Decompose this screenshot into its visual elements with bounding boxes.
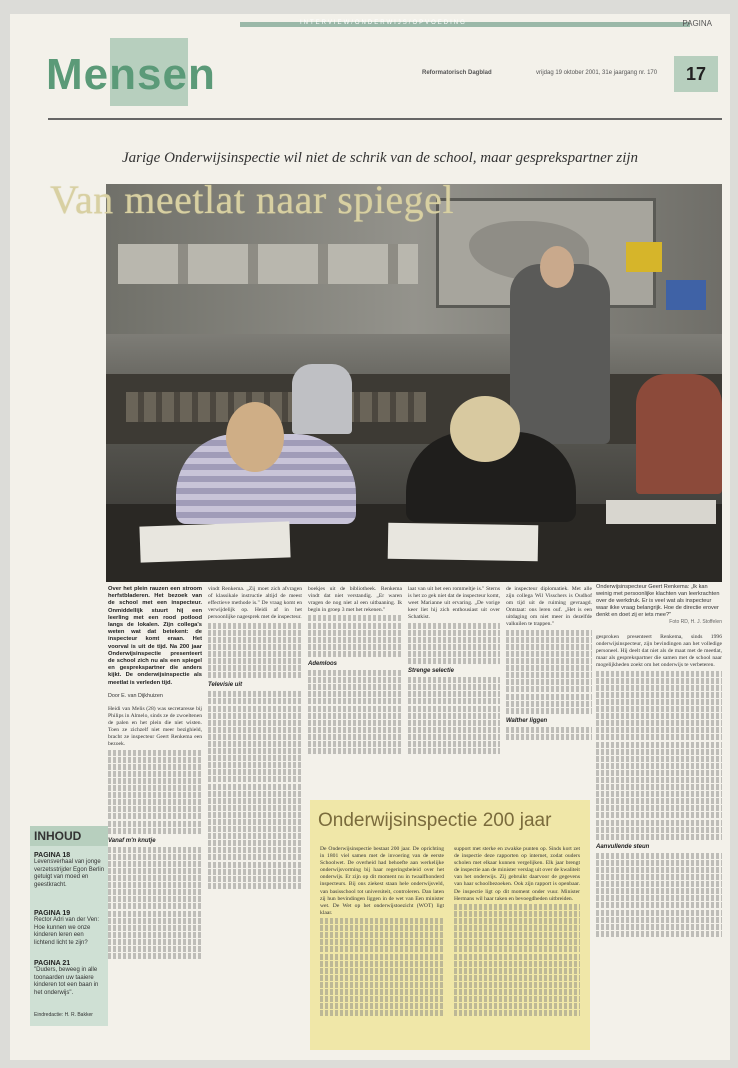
photo-paper-left xyxy=(139,521,290,562)
photo-child-back xyxy=(292,364,352,434)
section-label: INTERVIEW/ONDERWIJS/OPVOEDING xyxy=(300,20,467,26)
inhoud-title: INHOUD xyxy=(30,826,108,846)
body-text-a: Heidi van Melis (28) was secretaresse bij Philips in Almelo, sinds ze de zwoeltenen de palen en het plein die niet wisten. Toen ze zichzelf niet meer bezighield, bracht ze inspecteur Geert Renkema een bezoek. xyxy=(108,705,202,748)
box-title: Onderwijsinspectie 200 jaar xyxy=(318,810,552,831)
eindredactie: Eindredactie: H. R. Bakker xyxy=(34,1012,93,1018)
subhead-televisie: Televisie uit xyxy=(208,682,243,689)
inhoud-item[interactable] xyxy=(34,852,106,889)
inhoud-page: PAGINA 19 xyxy=(34,910,71,917)
pagina-label: PAGINA xyxy=(682,19,712,28)
body-text-e: de inspecteur diplomatiek. Met alle zijn collega Wil Visschers is Oudhof om tijd uit de ruiming gevraagd. Ontstaat: ons leren ouf. „Het is een uitdaging om niet meer in dezelfde valkuilen te trappen." xyxy=(506,586,592,628)
body-text-f: gesproken presenteert Renkema, sinds 1996 onderwijsinspecteur, zijn bevindingen aan het volledige personeel. Hij deelt dat niet als de maat met de meetlat, maar als gesprekspartner die samen met de school naar mogelijkheden zoekt om het onderwijs te verbeteren. xyxy=(596,634,722,669)
article-subhead: Jarige Onderwijsinspectie wil niet de schrik van de school, maar gesprekspartner zijn xyxy=(122,150,639,166)
sidebar-box-200-jaar xyxy=(310,800,590,1050)
inhoud-page: PAGINA 18 xyxy=(34,852,71,859)
classroom-photo xyxy=(106,184,722,582)
inhoud-sidebar xyxy=(30,826,108,1026)
inhoud-text: Levensverhaal van jonge verzetsstrijder Egon Berlin getuigt van moed en geestkracht. xyxy=(34,859,105,888)
inhoud-text: "Duders, beweeg in alle toonaarden uw taaiere kinderen tot een baan in het onderwijs". xyxy=(34,967,99,996)
photo-bookshelf xyxy=(106,374,722,444)
byline: Door E. van Dijkhuizen xyxy=(108,692,163,699)
column-3 xyxy=(308,586,402,796)
body-text-b: vindt Renkema. „Zij moet zich afvragen of klassikale instructie altijd de meest effectieve methode is." De vraag komt en verwijdelijk op. Heidi af in het persoonlijke nagesprek met de inspecteur. xyxy=(208,586,302,621)
column-6 xyxy=(596,634,722,1054)
photo-paper-far xyxy=(606,500,716,524)
photo-drawings xyxy=(118,244,418,284)
section-title: Mensen xyxy=(46,50,216,99)
photo-boy-head xyxy=(450,396,520,462)
photo-inspector xyxy=(510,264,610,444)
page-number: 17 xyxy=(674,56,718,92)
photo-inspector-head xyxy=(540,246,574,288)
photo-blue-poster xyxy=(666,280,706,310)
photo-girl-head xyxy=(226,402,284,472)
photo-credit: Foto RD, H. J. Stoffelen xyxy=(669,619,722,625)
column-4 xyxy=(408,586,500,796)
body-text-c: boekjes uit de bibliotheek. Renkema vindt dat niet verstandig. „Er waren vragen de nog niet al een uitbaaning. Ik begin in groep 3 met het rekenen." xyxy=(308,586,402,614)
article-intro: Over het plein rauzen een stroom herfstbladeren. Het bezoek van de school met een inspecteur. Onmiddellijk stuurt hij een leerling met een rood potlood langs de lokalen. Zijn collega's weten wat dat betekent: de inspecteur komt eraan. Het voorval is uit de tijd. Na 200 jaar Onderwijsinspectie presenteert de school zich nu als een spiegel en gesprekspartner die anders kijkt. De onderwijsinspectie als meetlat is verleden tijd. xyxy=(108,586,202,686)
newspaper-page xyxy=(10,14,730,1060)
box-column-2 xyxy=(454,846,580,1042)
subhead-vanaf: Vanaf m'n knutje xyxy=(108,837,156,844)
caption-text: Onderwijsinspecteur Geert Renkema: „Ik kan weinig met persoonlijke klachten van leerkrachten over de werkdruk. Er is veel wat als inspecteur waar ikke vraag belangrijk. Hoe de directie erover denkt en doet zij er iets mee?" xyxy=(596,584,720,618)
photo-caption xyxy=(596,584,722,626)
subhead-walther: Walther liggen xyxy=(506,717,548,724)
column-5 xyxy=(506,586,592,800)
subhead-strenge: Strenge selectie xyxy=(408,668,455,675)
photo-child-right xyxy=(636,374,722,494)
article-headline: Van meetlat naar spiegel xyxy=(50,177,455,222)
inhoud-page: PAGINA 21 xyxy=(34,960,71,967)
subhead-aanvullende: Aanvullende steun xyxy=(596,843,650,850)
dateline: vrijdag 19 oktober 2001, 31e jaargang nr. 170 xyxy=(536,70,658,76)
photo-yellow-poster xyxy=(626,242,662,272)
top-bar xyxy=(10,18,730,32)
box-text-1: De Onderwijsinspectie bestaat 200 jaar. De oprichting in 1801 viel samen met de invoering van de eerste Schoolwet. De overheid had behoefte aan werkelijke onderwijsvorming bij haar regeringsbeleid over het onderwijs. Er zijn op dit moment nu in twaalfhonderd inspecteurs. Bij ons ziekest staan hele onderwijsveld, van basisschool tot universiteit, controleren. Dan laten zij hun bevindingen liggen in de wet van Een minister wet. De Wet op het onderwijstoezicht (WOT) ligt klaar. xyxy=(320,846,444,916)
inhoud-text: Rector Adri van der Ven: Hoe kunnen we onze kinderen leren een lichtend licht te zijn? xyxy=(34,917,100,946)
photo-paper-right xyxy=(388,523,539,562)
box-column-1 xyxy=(320,846,444,1042)
column-2 xyxy=(208,586,302,1056)
box-text-2: support met sterke en zwakke punten op. Sinds kort zet de inspectie deze rapporten op internet, zodat ouders scholen met elkaar kunnen vergelijken. Elk jaar brengt de inspectie aan de minister verslag uit over de kwaliteit van het onderwijs. Zij gebruikt daarvoor de gegevens van haar schoolbezoeken. Ook zijn rapport is openbaar. De inspectie ligt op dit moment onder vuur. Minister Hermans wil haar taken en bevoegdheden uitbreiden. xyxy=(454,846,580,902)
inhoud-item[interactable] xyxy=(34,960,106,997)
paper-name: Reformatorisch Dagblad xyxy=(422,70,492,76)
header-divider xyxy=(48,118,722,120)
body-text-d: laat van uit het een rommeltje is." Sterns is het zo gek niet dat de inspecteur komt, weet Marianne uit ervaring. „De vorige keer liet hij zich enthousiast uit over Schatkist. xyxy=(408,586,500,621)
inhoud-item[interactable] xyxy=(34,910,106,947)
column-1 xyxy=(108,586,202,1016)
subhead-ademloos: Ademloos xyxy=(308,660,338,667)
